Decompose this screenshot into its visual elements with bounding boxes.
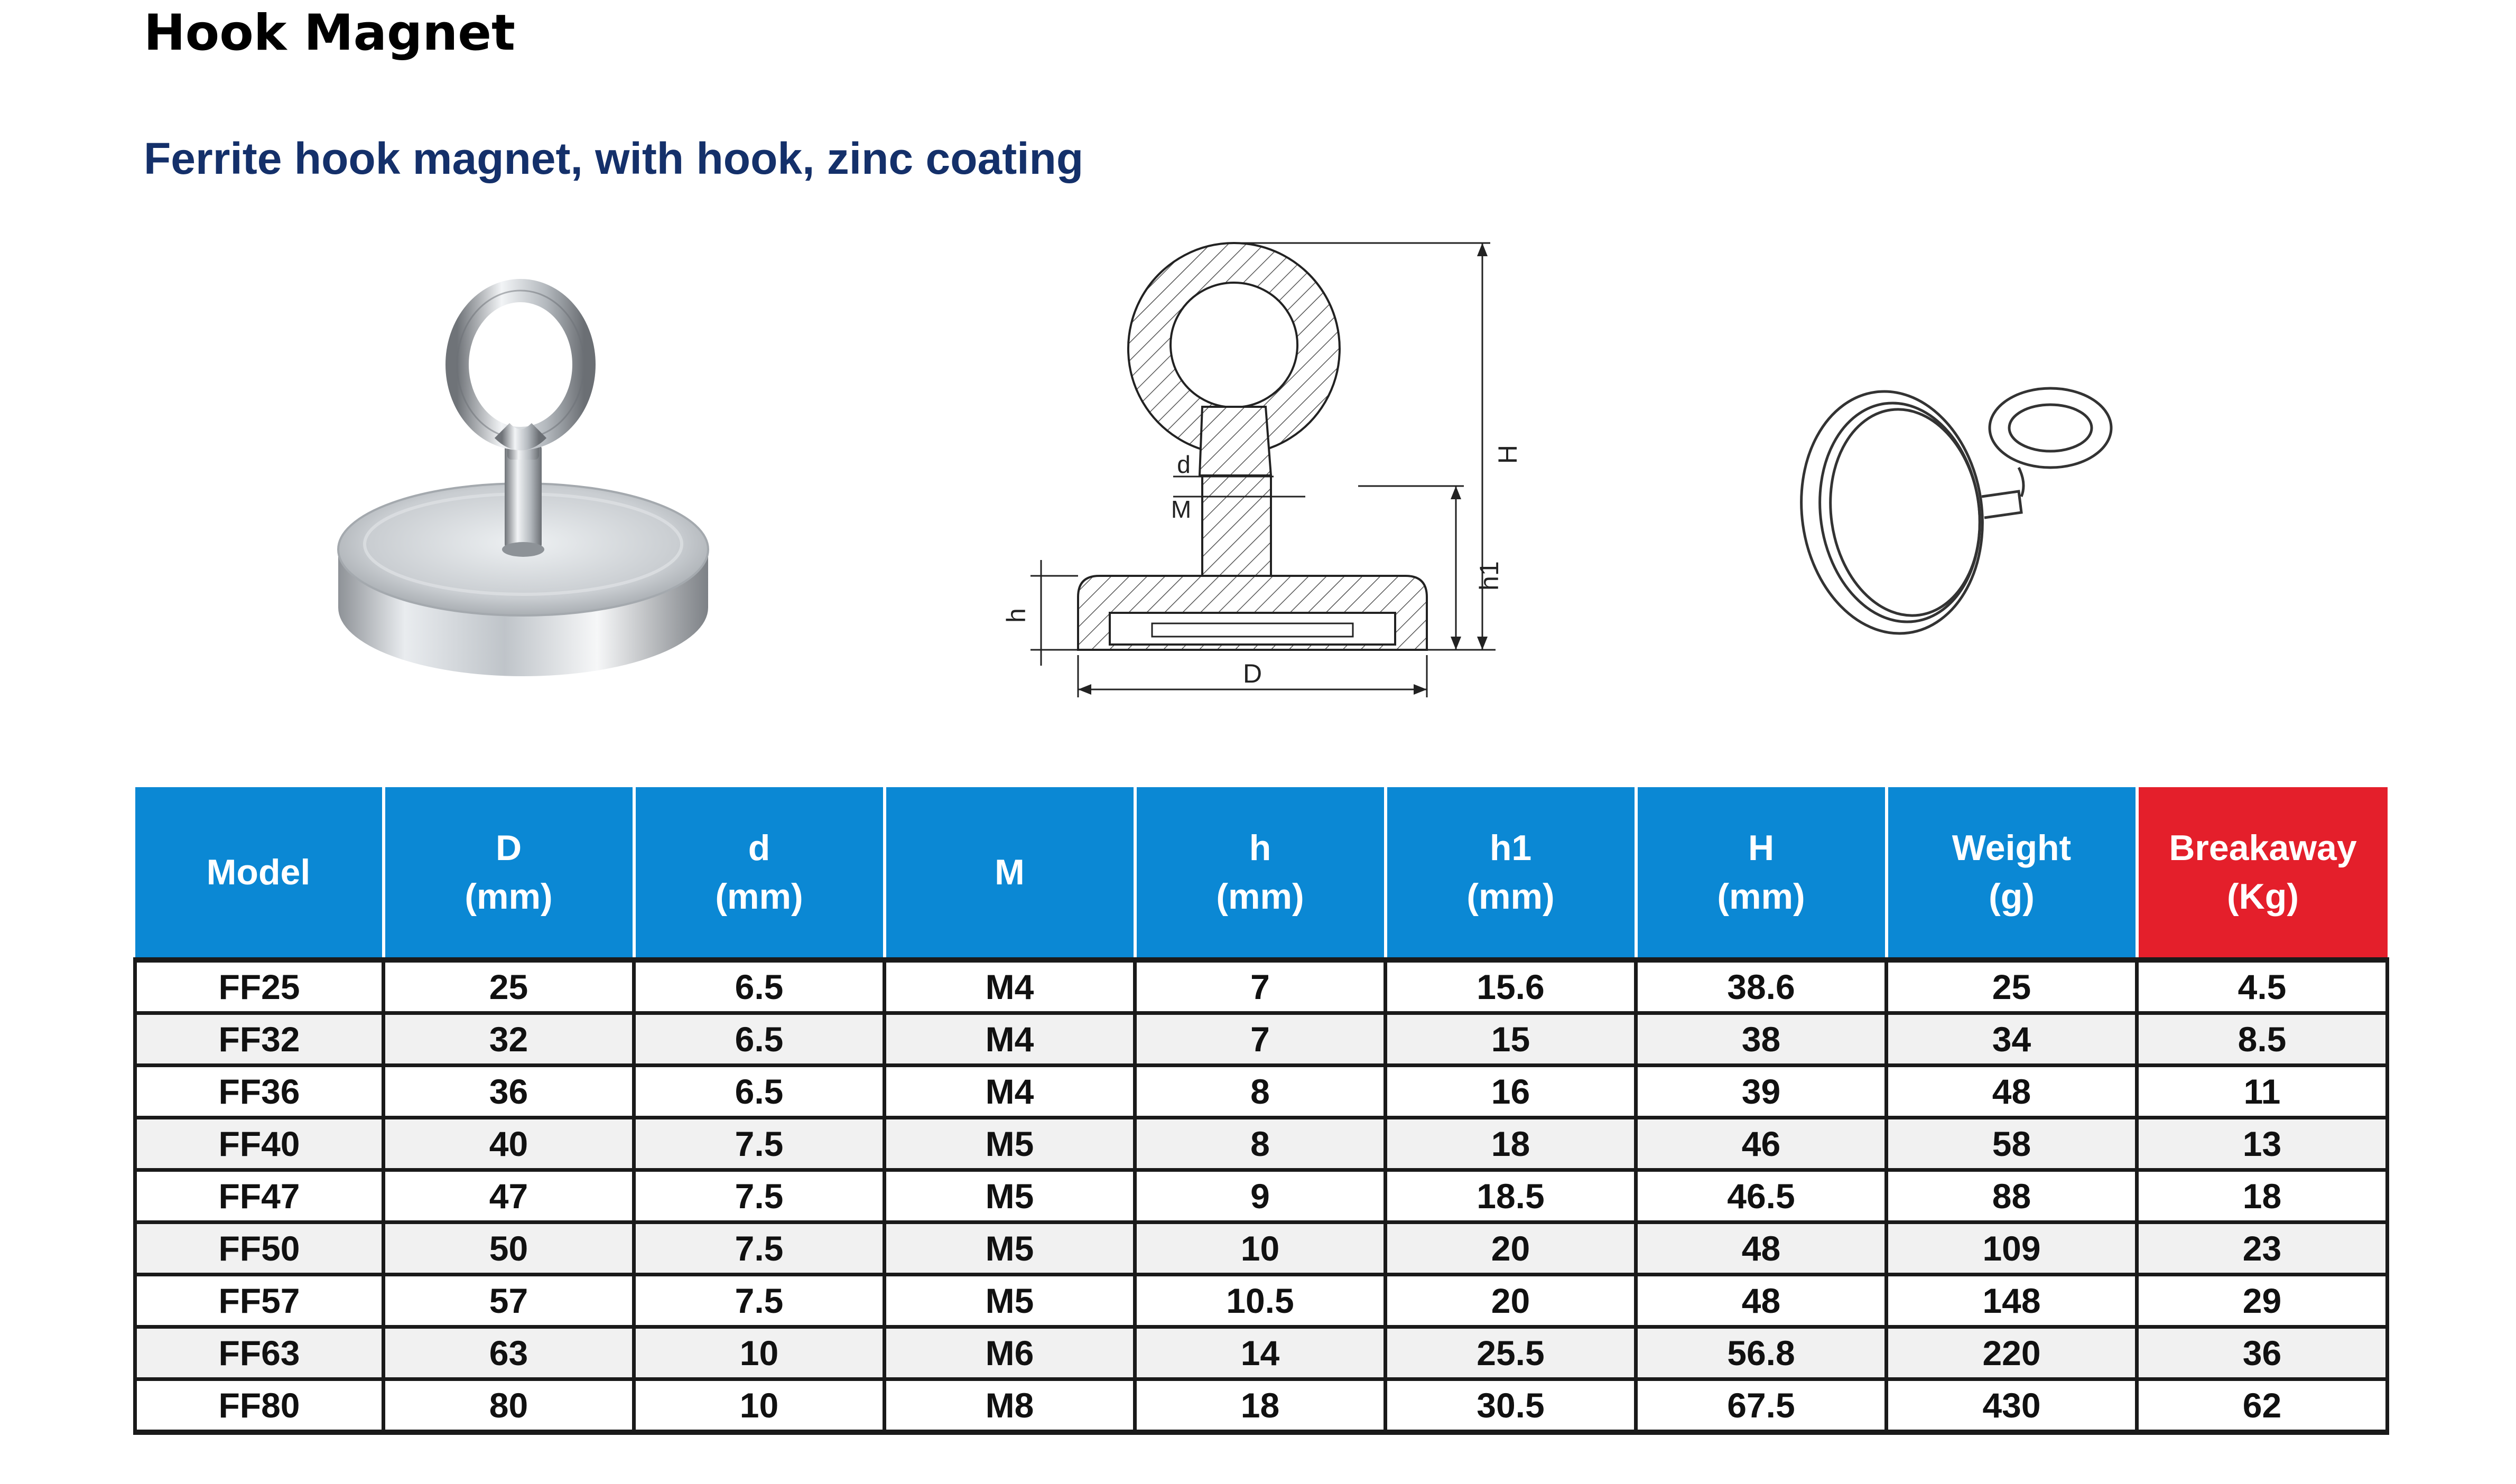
cell-h1: 25.5: [1386, 1327, 1636, 1379]
cell-M: M5: [885, 1118, 1135, 1170]
col-header-model: Model: [135, 787, 384, 960]
cell-model: FF25: [135, 960, 384, 1013]
table-row: [135, 1222, 2388, 1275]
cell-M: M4: [885, 1013, 1135, 1066]
cell-M: M8: [885, 1379, 1135, 1433]
cell-d: 6.5: [634, 1013, 885, 1066]
cell-H: 48: [1636, 1275, 1887, 1327]
cell-model: FF80: [135, 1379, 384, 1433]
cell-h1: 18.5: [1386, 1170, 1636, 1222]
cell-h: 18: [1135, 1379, 1386, 1433]
cell-model: FF36: [135, 1066, 384, 1118]
dim-label-d: d: [1177, 451, 1191, 478]
cell-M: M6: [885, 1327, 1135, 1379]
cell-d: 7.5: [634, 1222, 885, 1275]
cell-D: 80: [384, 1379, 634, 1433]
dimension-drawing: [988, 232, 1527, 729]
cell-D: 32: [384, 1013, 634, 1066]
cell-model: FF63: [135, 1327, 384, 1379]
outline-sketch: [1786, 338, 2114, 645]
col-header-weight: Weight (g): [1887, 787, 2137, 960]
col-header-M: M: [885, 787, 1135, 960]
cell-model: FF50: [135, 1222, 384, 1275]
cell-h1: 20: [1386, 1275, 1636, 1327]
cell-d: 10: [634, 1379, 885, 1433]
cell-h1: 15: [1386, 1013, 1636, 1066]
col-header-H: H (mm): [1636, 787, 1887, 960]
cell-model: FF40: [135, 1118, 384, 1170]
cell-H: 48: [1636, 1222, 1887, 1275]
cell-M: M5: [885, 1222, 1135, 1275]
cell-D: 50: [384, 1222, 634, 1275]
cell-M: M5: [885, 1275, 1135, 1327]
col-header-d: d (mm): [634, 787, 885, 960]
cell-d: 7.5: [634, 1275, 885, 1327]
page-title: Hook Magnet: [144, 4, 515, 62]
dim-label-h1: h1: [1474, 561, 1504, 591]
cell-H: 46.5: [1636, 1170, 1887, 1222]
cell-breakaway: 13: [2137, 1118, 2388, 1170]
cell-d: 7.5: [634, 1170, 885, 1222]
cell-breakaway: 4.5: [2137, 960, 2388, 1013]
cell-weight: 25: [1887, 960, 2137, 1013]
cell-breakaway: 8.5: [2137, 1013, 2388, 1066]
cell-weight: 220: [1887, 1327, 2137, 1379]
cell-h1: 15.6: [1386, 960, 1636, 1013]
cell-h: 9: [1135, 1170, 1386, 1222]
table-row: [135, 960, 2388, 1013]
col-header-breakaway: Breakaway (Kg): [2137, 787, 2388, 960]
table-row: [135, 1275, 2388, 1327]
cell-breakaway: 11: [2137, 1066, 2388, 1118]
cell-h: 8: [1135, 1066, 1386, 1118]
cell-weight: 430: [1887, 1379, 2137, 1433]
cell-breakaway: 23: [2137, 1222, 2388, 1275]
cell-H: 56.8: [1636, 1327, 1887, 1379]
cell-model: FF47: [135, 1170, 384, 1222]
cell-H: 46: [1636, 1118, 1887, 1170]
cell-weight: 58: [1887, 1118, 2137, 1170]
cell-D: 40: [384, 1118, 634, 1170]
cell-h: 10.5: [1135, 1275, 1386, 1327]
cell-h1: 18: [1386, 1118, 1636, 1170]
cell-h: 7: [1135, 1013, 1386, 1066]
cell-h: 7: [1135, 960, 1386, 1013]
cell-d: 10: [634, 1327, 885, 1379]
table-row: [135, 1066, 2388, 1118]
cell-d: 6.5: [634, 960, 885, 1013]
cell-breakaway: 62: [2137, 1379, 2388, 1433]
dim-label-h: h: [1001, 608, 1031, 623]
cell-H: 38.6: [1636, 960, 1887, 1013]
cell-h1: 20: [1386, 1222, 1636, 1275]
cell-M: M4: [885, 960, 1135, 1013]
cell-breakaway: 18: [2137, 1170, 2388, 1222]
cell-D: 25: [384, 960, 634, 1013]
cell-H: 38: [1636, 1013, 1887, 1066]
cell-H: 67.5: [1636, 1379, 1887, 1433]
cell-D: 63: [384, 1327, 634, 1379]
cell-M: M4: [885, 1066, 1135, 1118]
cell-model: FF32: [135, 1013, 384, 1066]
hook-magnet-photo: [317, 264, 729, 697]
table-row: [135, 1327, 2388, 1379]
table-row: [135, 1013, 2388, 1066]
col-header-h1: h1 (mm): [1386, 787, 1636, 960]
cell-weight: 88: [1887, 1170, 2137, 1222]
cell-D: 57: [384, 1275, 634, 1327]
dim-label-M: M: [1171, 496, 1192, 523]
spec-table: [133, 787, 2389, 1435]
col-header-D: D (mm): [384, 787, 634, 960]
cell-M: M5: [885, 1170, 1135, 1222]
dim-label-H: H: [1493, 444, 1522, 464]
table-row: [135, 1170, 2388, 1222]
cell-breakaway: 29: [2137, 1275, 2388, 1327]
table-row: [135, 1118, 2388, 1170]
cell-weight: 109: [1887, 1222, 2137, 1275]
dim-label-D: D: [1242, 659, 1262, 688]
cell-weight: 34: [1887, 1013, 2137, 1066]
cell-h: 14: [1135, 1327, 1386, 1379]
cell-h: 8: [1135, 1118, 1386, 1170]
cell-weight: 148: [1887, 1275, 2137, 1327]
cell-h1: 30.5: [1386, 1379, 1636, 1433]
cell-D: 47: [384, 1170, 634, 1222]
page-subtitle: Ferrite hook magnet, with hook, zinc coating: [144, 134, 1084, 183]
cell-h1: 16: [1386, 1066, 1636, 1118]
cell-d: 6.5: [634, 1066, 885, 1118]
cell-breakaway: 36: [2137, 1327, 2388, 1379]
table-row: [135, 1379, 2388, 1433]
cell-h: 10: [1135, 1222, 1386, 1275]
cell-model: FF57: [135, 1275, 384, 1327]
cell-H: 39: [1636, 1066, 1887, 1118]
cell-D: 36: [384, 1066, 634, 1118]
cell-weight: 48: [1887, 1066, 2137, 1118]
col-header-h: h (mm): [1135, 787, 1386, 960]
table-header-row: [135, 787, 2388, 960]
cell-d: 7.5: [634, 1118, 885, 1170]
